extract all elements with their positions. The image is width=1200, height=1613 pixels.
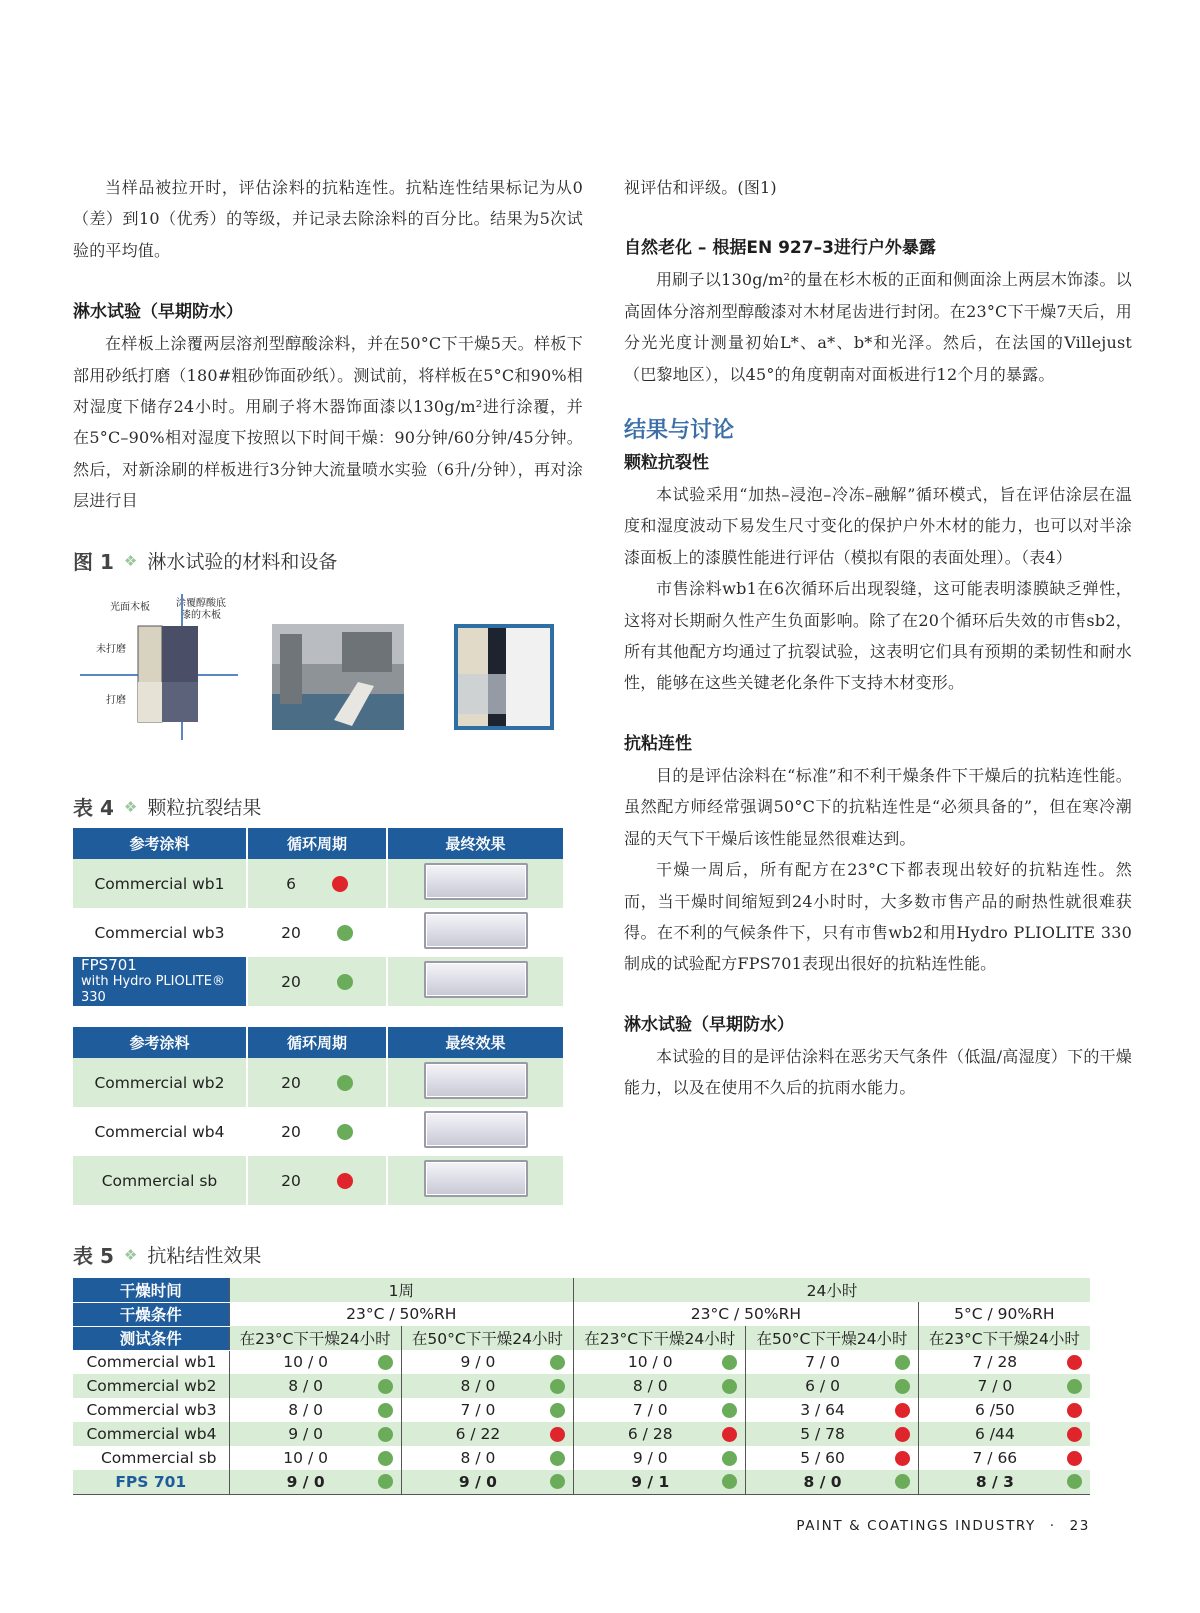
status-dot-green (550, 1355, 565, 1370)
coating-name: Commercial sb (73, 1156, 247, 1205)
rating-value: 8 / 0 (460, 1449, 496, 1467)
rating-value: 6 / 28 (627, 1425, 673, 1443)
status-dot-green (550, 1403, 565, 1418)
rating-value: 6 /50 (974, 1401, 1015, 1419)
rating-value: 10 / 0 (283, 1449, 328, 1467)
rating-value: 9 / 0 (458, 1472, 497, 1491)
page-footer (796, 1518, 1090, 1534)
table4-caption (73, 792, 261, 821)
table5-caption (73, 1240, 261, 1269)
status-dot-green (550, 1451, 565, 1466)
aging-paragraph: 用刷子以130g/m²的量在杉木板的正面和侧面涂上两层木饰漆。以高固体分溶剂型醇酸漆对木材尾齿进行封闭。在23°C下干燥7天后，用分光光度计测量初始L*、a*、b*和光泽。然后，在法国的Villejust（巴黎地区），以45°的角度朝南对面板进行12个月的暴露。 (624, 270, 1132, 384)
table5-title: 抗粘结性效果 (147, 1245, 262, 1267)
panel-image (424, 1111, 528, 1148)
table4-number: 表 4 (73, 796, 114, 820)
table4-header-result: 最终效果 (387, 1027, 563, 1058)
status-dot-red (895, 1427, 910, 1442)
figure1 (78, 592, 570, 742)
crack-heading: 颗粒抗裂性 (624, 453, 709, 474)
figure1-title: 淋水试验的材料和设备 (147, 551, 338, 573)
footer-separator: · (1049, 1518, 1056, 1534)
status-dot-red (1067, 1403, 1082, 1418)
rating-value: 6 /44 (974, 1425, 1015, 1443)
status-dot-green (722, 1379, 737, 1394)
rating-value: 6 / 22 (455, 1425, 501, 1443)
rating-value: 8 / 0 (288, 1377, 324, 1395)
continued-paragraph: 视评估和评级。(图1) (624, 178, 777, 197)
rating-value: 8 / 3 (975, 1472, 1014, 1491)
row-label-drying-condition: 干燥条件 (73, 1302, 229, 1326)
coating-name: Commercial sb (100, 1449, 217, 1467)
right-column (624, 172, 1132, 1104)
status-dot-green (550, 1379, 565, 1394)
panel-image (424, 1062, 528, 1099)
status-dot-red (895, 1403, 910, 1418)
table4-block1 (73, 828, 563, 1006)
publication-name: PAINT & COATINGS INDUSTRY (796, 1518, 1036, 1534)
status-dot-green (337, 974, 353, 990)
coating-name: Commercial wb1 (73, 859, 247, 908)
label-smooth-board: 光面木板 (110, 602, 150, 613)
table4-header-result: 最终效果 (387, 828, 563, 859)
diamond-icon: ❖ (123, 551, 138, 570)
cycle-count: 20 (281, 1073, 301, 1092)
table-row (73, 957, 563, 1006)
status-dot-green (337, 1075, 353, 1091)
fps-subname: with Hydro PLIOLITE® 330 (81, 974, 225, 1005)
status-dot-red (332, 876, 348, 892)
coating-name: FPS 701 (73, 1470, 229, 1494)
status-dot-green (895, 1474, 910, 1489)
status-dot-green (378, 1474, 393, 1489)
test-condition: 在23°C下干燥24小时 (918, 1326, 1090, 1350)
coating-name-fps (73, 957, 247, 1006)
status-dot-green (550, 1474, 565, 1489)
test-condition: 在50°C下干燥24小时 (401, 1326, 573, 1350)
figure1-number: 图 1 (73, 550, 114, 574)
fps-name: FPS701 (81, 956, 137, 974)
rating-value: 8 / 0 (460, 1377, 496, 1395)
panel-image (424, 863, 528, 900)
blocking-paragraph-1: 目的是评估涂料在“标准”和不利干燥条件下干燥后的抗粘连性能。虽然配方师经常强调50°C下的抗粘连性是“必须具备的”，但在寒冷潮湿的天气下干燥后该性能显然很难达到。 (624, 765, 1132, 848)
drying-condition: 5°C / 90%RH (918, 1302, 1090, 1326)
cycle-count: 20 (281, 1171, 301, 1190)
rating-value: 7 / 0 (805, 1353, 840, 1371)
table-row (73, 908, 563, 957)
figure1-caption (73, 546, 337, 575)
rating-value: 7 / 66 (972, 1449, 1018, 1467)
test-condition: 在23°C下干燥24小时 (229, 1326, 401, 1350)
blocking-paragraph-2: 干燥一周后，所有配方在23°C下都表现出较好的抗粘连性。然而，当干燥时间缩短到24小时时，大多数市售产品的耐热性就很难获得。在不利的气候条件下，只有市售wb2和用Hydro PLIOLITE 330制成的试验配方FPS701表现出很好的抗粘连性能。 (624, 860, 1132, 974)
spray-booth-photo (272, 624, 404, 730)
panel-image (424, 1160, 528, 1197)
label-sanded: 打磨 (106, 695, 126, 706)
rating-value: 9 / 0 (286, 1472, 325, 1491)
panel-image (424, 912, 528, 949)
rating-value: 7 / 28 (972, 1353, 1018, 1371)
rain-test-heading-2: 淋水试验（早期防水） (624, 1014, 794, 1035)
table4-header-cycles: 循环周期 (247, 1027, 387, 1058)
drying-time-1week: 1周 (229, 1278, 574, 1302)
table-row (73, 1470, 1090, 1494)
status-dot-green (895, 1379, 910, 1394)
rating-value: 3 / 64 (800, 1401, 845, 1419)
rating-value: 7 / 0 (460, 1401, 496, 1419)
rain-test-heading: 淋水试验（早期防水） (73, 302, 243, 323)
drying-time-24h: 24小时 (574, 1278, 1090, 1302)
cycle-count: 20 (281, 972, 301, 991)
rating-value: 9 / 0 (460, 1353, 496, 1371)
rating-value: 9 / 0 (288, 1425, 324, 1443)
status-dot-green (895, 1355, 910, 1370)
coating-name: Commercial wb3 (86, 1401, 217, 1419)
status-dot-red (722, 1427, 737, 1442)
table4-header-cycles: 循环周期 (247, 828, 387, 859)
status-dot-green (1067, 1379, 1082, 1394)
status-dot-red (337, 1173, 353, 1189)
label-coated-board: 涂覆醇酸底漆的木板 (176, 598, 226, 621)
table-row (73, 1350, 1090, 1374)
rating-value: 10 / 0 (283, 1353, 328, 1371)
diamond-icon: ❖ (123, 797, 138, 816)
test-condition: 在23°C下干燥24小时 (574, 1326, 746, 1350)
test-condition: 在50°C下干燥24小时 (746, 1326, 918, 1350)
cycle-count: 20 (281, 1122, 301, 1141)
table-row (73, 1156, 563, 1205)
results-section-title: 结果与讨论 (624, 418, 735, 444)
coating-name: Commercial wb4 (73, 1422, 229, 1446)
rating-value: 8 / 0 (632, 1377, 668, 1395)
status-dot-red (1067, 1427, 1082, 1442)
intro-paragraph: 当样品被拉开时，评估涂料的抗粘连性。抗粘连性结果标记为从0（差）到10（优秀）的等级，并记录去除涂料的百分比。结果为5次试验的平均值。 (73, 178, 583, 260)
table-row (73, 1398, 1090, 1422)
coating-name: Commercial wb2 (73, 1058, 247, 1107)
board-diagram (78, 592, 248, 742)
test-panel-photo (454, 624, 554, 730)
cycle-count: 20 (281, 923, 301, 942)
table-row (73, 1107, 563, 1156)
label-unsanded: 未打磨 (96, 644, 126, 655)
status-dot-green (378, 1355, 393, 1370)
blocking-heading: 抗粘连性 (624, 733, 692, 754)
status-dot-green (722, 1355, 737, 1370)
crack-paragraph-2: 市售涂料wb1在6次循环后出现裂缝，这可能表明漆膜缺乏弹性，这将对长期耐久性产生负面影响。除了在20个循环后失效的市售sb2，所有其他配方均通过了抗裂试验，这表明它们具有预期的柔韧性和耐水性，能够在这些关键老化条件下支持木材变形。 (624, 579, 1132, 693)
status-dot-green (378, 1379, 393, 1394)
rating-value: 6 / 0 (805, 1377, 840, 1395)
cycle-count: 6 (286, 874, 296, 893)
status-dot-green (722, 1474, 737, 1489)
status-dot-green (337, 1124, 353, 1140)
status-dot-green (378, 1403, 393, 1418)
drying-condition: 23°C / 50%RH (574, 1302, 919, 1326)
status-dot-red (1067, 1451, 1082, 1466)
rating-value: 8 / 0 (288, 1401, 324, 1419)
status-dot-green (337, 925, 353, 941)
table4-header-coating: 参考涂料 (73, 1027, 247, 1058)
rain-test-paragraph-2: 本试验的目的是评估涂料在恶劣天气条件（低温/高湿度）下的干燥能力，以及在使用不久后的抗雨水能力。 (624, 1046, 1132, 1098)
status-dot-green (1067, 1474, 1082, 1489)
panel-image (424, 961, 528, 998)
rating-value: 8 / 0 (803, 1472, 842, 1491)
table-row (73, 1422, 1090, 1446)
rating-value: 7 / 0 (632, 1401, 668, 1419)
status-dot-green (722, 1451, 737, 1466)
table-row (73, 1446, 1090, 1470)
rating-value: 5 / 60 (800, 1449, 845, 1467)
table-row (73, 859, 563, 908)
left-column (73, 172, 583, 517)
rain-test-paragraph: 在样板上涂覆两层溶剂型醇酸涂料，并在50°C下干燥5天。样板下部用砂纸打磨（180#粗砂饰面砂纸）。测试前，将样板在5°C和90%相对湿度下储存24小时。用刷子将木器饰面漆以130g/m²进行涂覆，并在5°C–90%相对湿度下按照以下时间干燥：90分钟/60分钟/45分钟。然后，对新涂刷的样板进行3分钟大流量喷水实验（6升/分钟），再对涂层进行目 (73, 334, 583, 511)
table5-body (73, 1350, 1090, 1494)
page-number: 23 (1069, 1518, 1090, 1534)
coating-name: Commercial wb1 (86, 1353, 217, 1372)
crack-paragraph-1: 本试验采用“加热–浸泡–冷冻–融解”循环模式，旨在评估涂层在温度和湿度波动下易发生尺寸变化的保护户外木材的能力，也可以对半涂漆面板上的漆膜性能进行评估（模拟有限的表面处理）。（表4） (624, 485, 1132, 567)
rating-value: 7 / 0 (977, 1377, 1013, 1395)
drying-condition: 23°C / 50%RH (229, 1302, 574, 1326)
coating-name: Commercial wb3 (73, 908, 247, 957)
status-dot-red (1067, 1355, 1082, 1370)
rating-value: 10 / 0 (627, 1353, 673, 1371)
diamond-icon: ❖ (123, 1245, 138, 1264)
aging-heading: 自然老化 – 根据EN 927–3进行户外暴露 (624, 238, 936, 259)
table-row (73, 1058, 563, 1107)
rating-value: 9 / 0 (632, 1449, 668, 1467)
table4-title: 颗粒抗裂结果 (147, 797, 262, 819)
status-dot-green (722, 1403, 737, 1418)
rating-value: 5 / 78 (800, 1425, 845, 1443)
table4-block2 (73, 1027, 563, 1205)
status-dot-red (895, 1451, 910, 1466)
table-row (73, 1374, 1090, 1398)
row-label-test-condition: 测试条件 (73, 1326, 229, 1350)
coating-name: Commercial wb2 (73, 1374, 229, 1398)
row-label-drying-time: 干燥时间 (73, 1278, 229, 1302)
status-dot-red (550, 1427, 565, 1442)
table5-number: 表 5 (73, 1244, 114, 1268)
coating-name: Commercial wb4 (73, 1107, 247, 1156)
status-dot-green (378, 1427, 393, 1442)
status-dot-green (378, 1451, 393, 1466)
rating-value: 9 / 1 (631, 1472, 670, 1491)
table4-header-coating: 参考涂料 (73, 828, 247, 859)
table5 (73, 1278, 1090, 1495)
